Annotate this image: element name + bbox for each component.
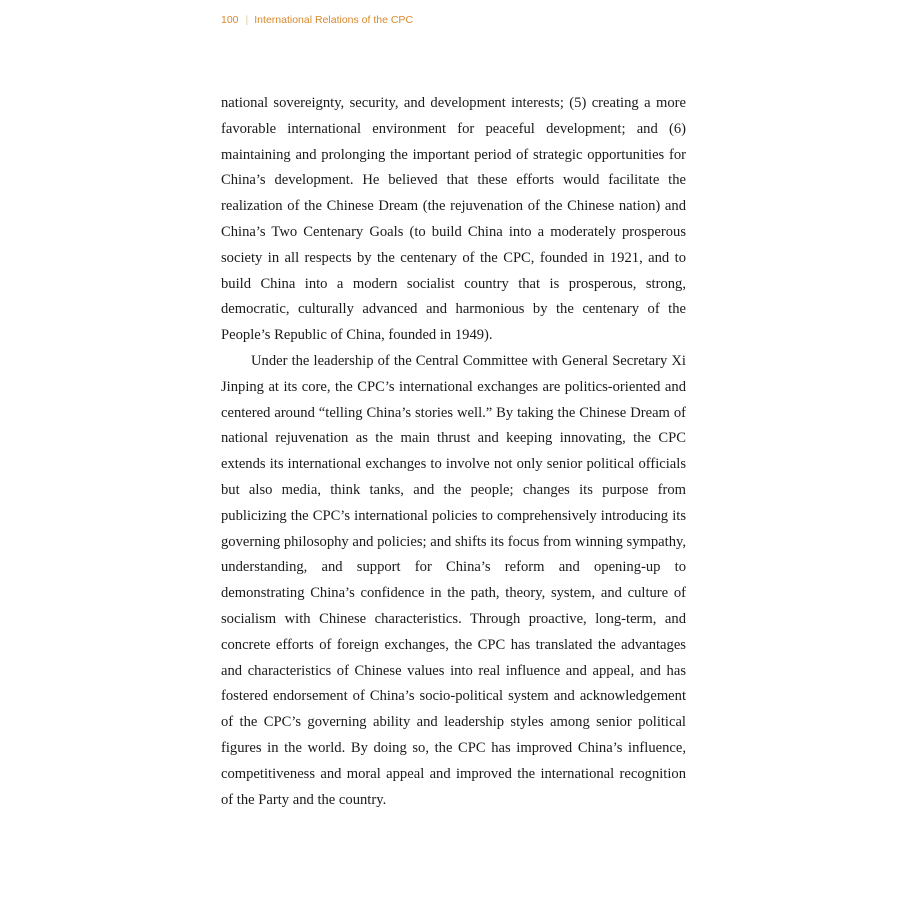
running-head <box>221 14 413 26</box>
book-title: International Relations of the CPC <box>254 14 414 26</box>
header-separator: | <box>245 14 249 26</box>
page-number: 100 <box>221 14 239 26</box>
paragraph-leadership: Under the leadership of the Central Committee with General Secretary Xi Jinping at its core, the CPC’s international exchanges are politics-oriented and centered around “telling China’s stories well.” By taking the Chinese Dream of national rejuvenation as the main thrust and keeping innovating, the CPC extends its international exchanges to involve not only senior political officials but also media, think tanks, and the people; changes its purpose from publicizing the CPC’s international policies to comprehensively introducing its governing philosophy and policies; and shifts its focus from winning sympathy, understanding, and support for China’s reform and opening-up to demonstrating China’s confidence in the path, theory, system, and culture of socialism with Chinese characteristics. Through proactive, long-term, and concrete efforts of foreign exchanges, the CPC has translated the advantages and characteristics of Chinese values into real influence and appeal, and has fostered endorsement of China’s socio-political system and acknowledgement of the CPC’s governing ability and leadership styles among senior political figures in the world. By doing so, the CPC has improved China’s influence, competitiveness and moral appeal and improved the international recognition of the Party and the country. <box>221 352 686 808</box>
paragraph-continued: national sovereignty, security, and development interests; (5) creating a more favorable international environment for peaceful development; and (6) maintaining and prolonging the important period of strategic opportunities for China’s development. He believed that these efforts would facilitate the realization of the Chinese Dream (the rejuvenation of the Chinese nation) and China’s Two Centenary Goals (to build China into a moderately prosperous society in all respects by the centenary of the CPC, founded in 1921, and to build China into a modern socialist country that is prosperous, strong, democratic, culturally advanced and harmonious by the centenary of the People’s Republic of China, founded in 1949). <box>221 95 686 344</box>
body-text <box>221 91 686 813</box>
